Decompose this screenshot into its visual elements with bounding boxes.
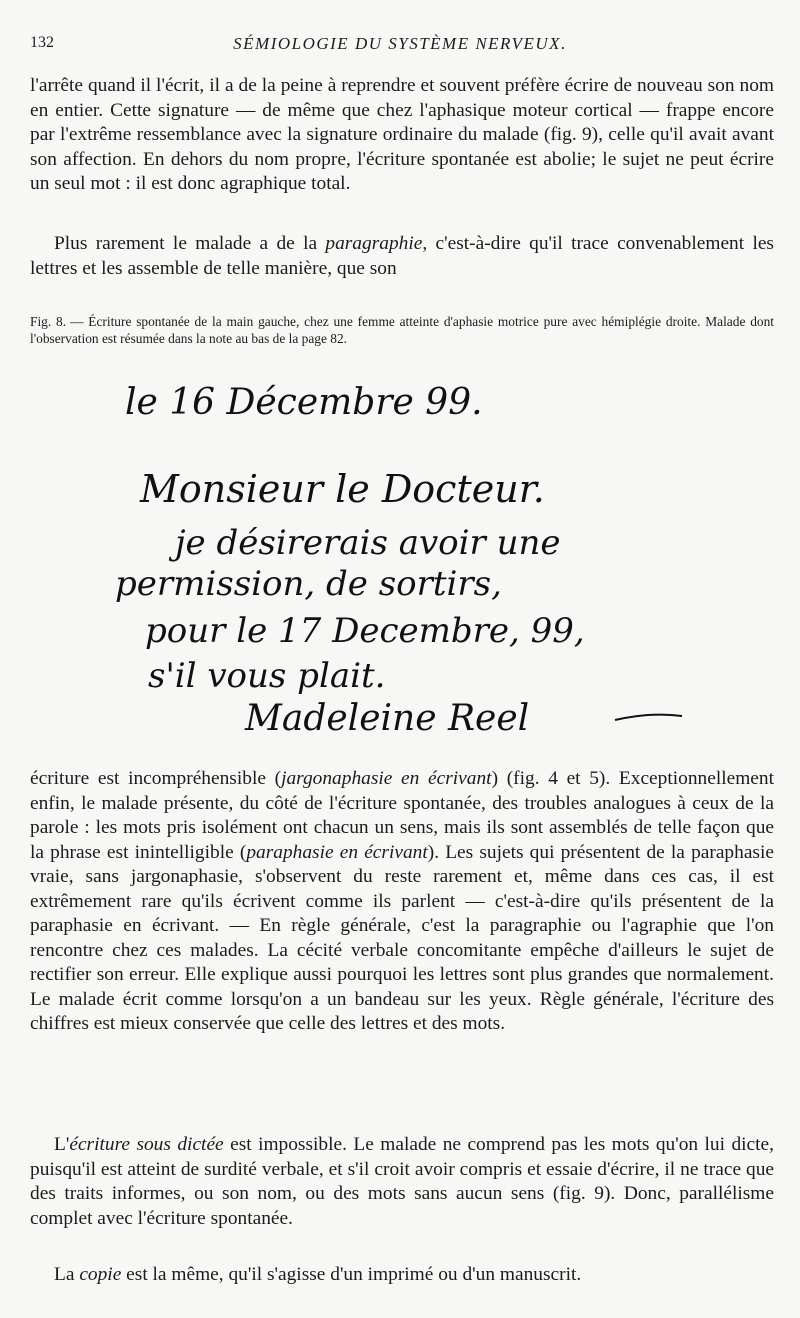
handwriting-line-6: s'il vous plait. [148, 656, 386, 696]
handwriting-line-5: pour le 17 Decembre, 99, [145, 611, 585, 651]
paragraph-5-text-b: est la même, qu'il s'agisse d'un imprimé ou d'un manuscrit. [121, 1264, 582, 1285]
paragraph-1: l'arrête quand il l'écrit, il a de la peine à reprendre et souvent préfère écrire de nouveau son nom en entier. Cette signature — de même que chez l'aphasique moteur cortical — frappe encore par l'extrême ressemblance avec la signature ordinaire du malade (fig. 9), celle qu'il avait avant son affection. En dehors du nom propre, l'écriture spontanée est abolie; le sujet ne peut écrire un seul mot : il est donc agraphique total. [30, 75, 774, 194]
paragraph-4-text-b: est impossible. Le malade ne comprend pas les mots qu'on lui dicte, puisqu'il est atteint de surdité verbale, et s'il croit avoir compris et essaie d'écrire, il ne trace que des traits informes, ou son nom, ou des mots sans aucun sens (fig. 9). Donc, parallélisme complet avec l'écriture spontanée. [30, 1134, 774, 1229]
signature-flourish [615, 715, 682, 720]
figure-caption [30, 313, 774, 347]
paragraph-4 [30, 1133, 774, 1231]
figure-caption-label: Fig. 8. [30, 314, 67, 329]
term-jargonaphasie: jargonaphasie en écrivant [281, 768, 492, 789]
handwriting-line-3: je désirerais avoir une [175, 523, 561, 563]
running-title: SÉMIOLOGIE DU SYSTÈME NERVEUX. [233, 34, 567, 53]
paragraph-4-text-a: L' [54, 1134, 70, 1155]
handwriting-figure [30, 352, 770, 752]
handwriting-line-1: le 16 Décembre 99. [125, 382, 483, 423]
handwriting-signature: Madeleine Reel [245, 698, 530, 739]
paragraph-2-text-a: Plus rarement le malade a de la [54, 233, 326, 254]
term-paragraphie: paragraphie [325, 233, 423, 254]
paragraph-3-text-b: ) (fig. 4 et 5). Exceptionnellement enfin, le malade présente, du côté de l'écriture spontanée, des troubles analogues à ceux de la parole : les mots pris isolément ont chacun un sens, mais ils sont assemblés de telle façon que la phrase est inintelligible ( [30, 768, 774, 863]
paragraph-5 [30, 1263, 774, 1288]
page-number: 132 [30, 34, 54, 51]
paragraph-2 [30, 232, 774, 281]
paragraph-3-text-a: écriture est incompréhensible ( [30, 768, 282, 789]
handwriting-svg [30, 352, 770, 752]
paragraph-3 [30, 767, 774, 1037]
figure-caption-text: — Écriture spontanée de la main gauche, chez une femme atteinte d'aphasie motrice pure avec hémiplégie droite. Malade dont l'observation est résumée dans la note au bas de la page 82. [30, 314, 775, 346]
paragraph-3-text-c: ). Les sujets qui présentent de la paraphasie vraie, sans jargonaphasie, s'observent du reste rarement et, même dans ces cas, il est extrêmement rare qu'ils écrivent comme ils parlent — c'est-à-dire qu'ils présentent de la paraphasie en écrivant. — En règle générale, c'est la paragraphie ou l'agraphie que l'on rencontre chez ces malades. La cécité verbale concomitante empêche d'ailleurs le sujet de rectifier son erreur. Elle explique aussi pourquoi les lettres sont plus grandes que normalement. Le malade écrit comme lorsqu'on a un bandeau sur les yeux. Règle générale, l'écriture des chiffres est mieux conservée que celle des lettres et des mots. [30, 841, 774, 1034]
term-paraphasie: paraphasie en écrivant [246, 841, 428, 863]
paragraph-5-text-a: La [54, 1264, 80, 1285]
page-header [30, 34, 770, 62]
paragraph-2-text-b: , c'est-à-dire qu'il trace convenablement les lettres et les assemble de telle manière, que son [30, 233, 774, 279]
handwriting-line-2: Monsieur le Docteur. [140, 467, 545, 511]
handwriting-line-4: permission, de sortirs, [115, 564, 502, 604]
term-copie: copie [79, 1264, 122, 1285]
term-ecriture-sous-dictee: écriture sous dictée [69, 1134, 224, 1155]
